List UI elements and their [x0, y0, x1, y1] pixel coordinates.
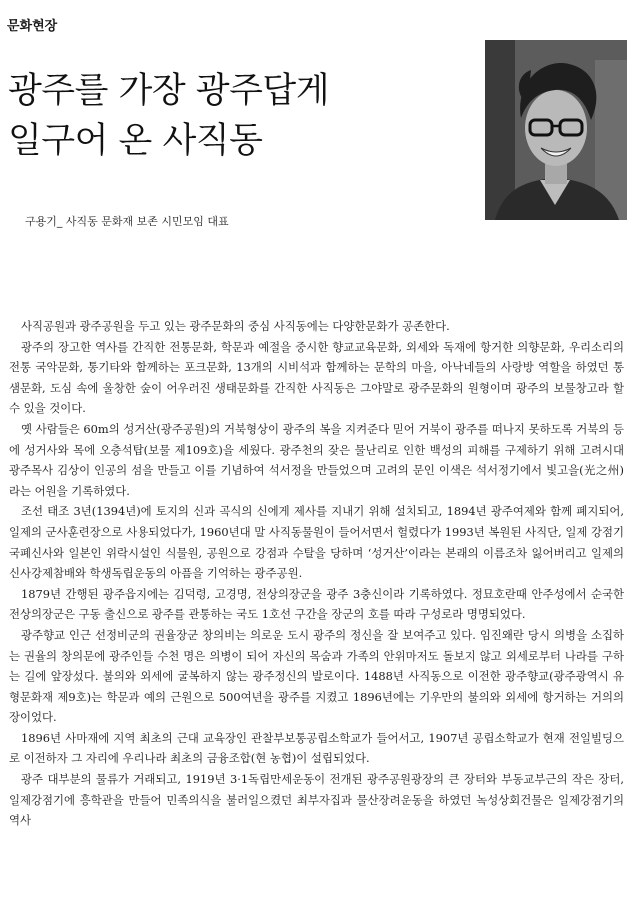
article-title: [8, 66, 448, 166]
body-paragraph: 1896년 사마재에 지역 최초의 근대 교육장인 관찰부보통공립소학교가 들어서고, 1907년 공립소학교가 현재 전일빌딩으로 이전하자 그 자리에 우리나라 최초의 금융조합(현 농협)이 설립되었다.: [9, 730, 624, 766]
section-label: 문화현장: [7, 19, 58, 34]
author-photo: [485, 40, 627, 220]
article-body: [9, 316, 624, 831]
title-line-2: 일구어 온 사직동: [8, 121, 263, 161]
body-paragraph: 광주의 장고한 역사를 간직한 전통문화, 학문과 예절을 중시한 향교교육문화, 외세와 독재에 항거한 의향문화, 우리소리의 전통 국악문화, 통기타와 함께하는 포크문화, 13개의 시비석과 함께하는 문학의 마을, 아낙네들의 사랑방 역할을 하였던 통샘문화, 도심 속에 울창한 숲이 어우러진 생태문화를 간직한 사직동은 그야말로 광주문화의 원형이며 광주의 보물창고라 할 수 있을 것이다.: [9, 339, 624, 416]
portrait-illustration: [485, 40, 627, 220]
body-paragraph: 광주 대부분의 물류가 거래되고, 1919년 3·1독립만세운동이 전개된 광주공원광장의 큰 장터와 부동교부근의 작은 장터, 일제강점기에 흥학관을 만들어 민족의식을 불러일으켰던 최부자집과 물산장려운동을 하였던 녹성상회건물은 일제강점기의 역사: [9, 772, 624, 828]
body-paragraph: 조선 태조 3년(1394년)에 토지의 신과 곡식의 신에게 제사를 지내기 위해 설치되고, 1894년 광주여제와 함께 폐지되어, 일제의 군사훈련장으로 사용되었다가, 1960년대 말 사직동물원이 들어서면서 헐렸다가 1993년 복원된 사직단, 일제 강점기 국폐신사와 일본인 위락시설인 식물원, 공원으로 강점과 수탈을 당하며 ‘성거산’이라는 본래의 이름조차 잃어버리고 일제의 신사강제참배와 학생독립운동의 아픔을 기억하는 광주공원.: [9, 504, 624, 581]
body-paragraph: 옛 사람들은 60m의 성거산(광주공원)의 거북형상이 광주의 복을 지켜준다 믿어 거북이 광주를 떠나지 못하도록 거북의 등에 성거사와 목에 오층석탑(보물 제109호)을 세웠다. 광주천의 잦은 물난리로 인한 백성의 피해를 구제하기 위해 고려시대 광주목사 김상이 인공의 섬을 만들고 이를 기념하여 석서정을 만들었으며 고려의 문인 이색은 석서정기에서 빛고을(光之州)라는 어원을 기록하였다.: [9, 421, 624, 498]
body-paragraph: 사직공원과 광주공원을 두고 있는 광주문화의 중심 사직동에는 다양한문화가 공존한다.: [21, 319, 450, 333]
title-line-1: 광주를 가장 광주답게: [8, 71, 330, 111]
author-byline: 구용기_ 사직동 문화재 보존 시민모임 대표: [25, 215, 229, 228]
body-paragraph: 광주향교 인근 선정비군의 권율장군 창의비는 의로운 도시 광주의 정신을 잘 보여주고 있다. 임진왜란 당시 의병을 소집하는 권율의 창의문에 광주인들 수천 명은 의병이 되어 자신의 목숨과 가족의 안위마저도 돌보지 않고 외세로부터 나라를 구하는 길에 앞장섰다. 불의와 외세에 굴복하지 않는 광주정신의 발로이다. 1488년 사직동으로 이전한 광주향교(광주광역시 유형문화재 제9호)는 학문과 예의 근원으로 500여년을 광주를 지켰고 1896년에는 기우만의 불의와 외세에 항거하는 거의의 장이었다.: [9, 627, 624, 725]
body-paragraph: 1879년 간행된 광주읍지에는 김덕령, 고경명, 전상의장군을 광주 3충신이라 기록하였다. 정묘호란때 안주성에서 순국한 전상의장군은 구동 출신으로 광주를 관통하는 국도 1호선 구간을 장군의 호를 따라 구성로라 명명되었다.: [9, 586, 624, 622]
